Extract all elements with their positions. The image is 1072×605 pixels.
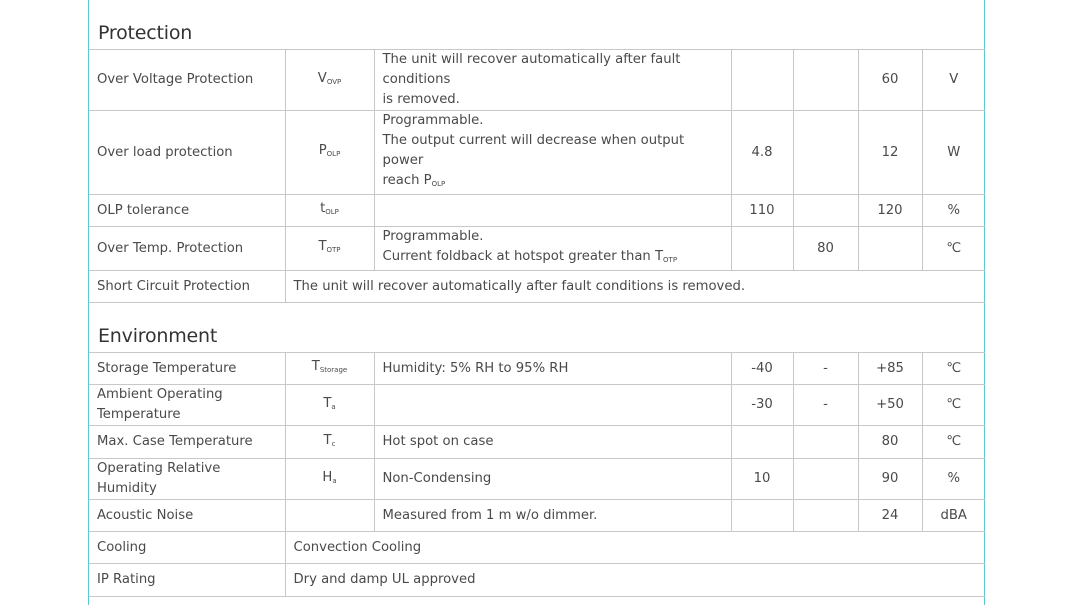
param-typ: -: [793, 353, 858, 385]
param-min: [731, 426, 793, 459]
param-name: Max. Case Temperature: [89, 426, 285, 459]
param-min: [731, 50, 793, 111]
param-name: Acoustic Noise: [89, 500, 285, 532]
param-min: 10: [731, 459, 793, 500]
param-condition: Hot spot on case: [374, 426, 731, 459]
param-description: The unit will recover automatically after fault conditions is removed.: [285, 271, 985, 303]
param-unit: V: [922, 50, 985, 111]
param-max: +50: [858, 385, 922, 426]
param-unit: dBA: [922, 500, 985, 532]
param-symbol: [285, 500, 374, 532]
param-name: Short Circuit Protection: [89, 271, 285, 303]
param-typ: [793, 426, 858, 459]
table-row: [89, 111, 985, 195]
param-name: Storage Temperature: [89, 353, 285, 385]
param-name: Operating Relative Humidity: [89, 459, 285, 500]
param-min: -40: [731, 353, 793, 385]
param-unit: ℃: [922, 426, 985, 459]
param-typ: [793, 459, 858, 500]
param-symbol: $T_{OTP}$: [285, 227, 374, 271]
param-max: 120: [858, 195, 922, 227]
param-symbol: $T_{Storage}$: [285, 353, 374, 385]
param-symbol: $T_a$: [285, 385, 374, 426]
param-condition: [374, 195, 731, 227]
param-unit: ℃: [922, 385, 985, 426]
param-min: 4.8: [731, 111, 793, 195]
param-name: Over Voltage Protection: [89, 50, 285, 111]
table-row: [89, 195, 985, 227]
param-typ: [793, 500, 858, 532]
param-unit: %: [922, 195, 985, 227]
table-row: [89, 385, 985, 426]
param-unit: %: [922, 459, 985, 500]
param-unit: ℃: [922, 353, 985, 385]
spec-sheet-frame: [88, 0, 985, 605]
param-symbol: $t_{OLP}$: [285, 195, 374, 227]
table-row: [89, 564, 985, 597]
param-name: IP Rating: [89, 564, 285, 597]
param-description: Dry and damp UL approved: [285, 564, 985, 597]
table-row: [89, 271, 985, 303]
param-typ: 80: [793, 227, 858, 271]
param-condition: Measured from 1 m w/o dimmer.: [374, 500, 731, 532]
param-name: Ambient Operating Temperature: [89, 385, 285, 426]
param-name: OLP tolerance: [89, 195, 285, 227]
param-name: Over Temp. Protection: [89, 227, 285, 271]
param-condition: [374, 385, 731, 426]
table-row: [89, 532, 985, 564]
param-max: 80: [858, 426, 922, 459]
param-min: -30: [731, 385, 793, 426]
param-description: Convection Cooling: [285, 532, 985, 564]
param-typ: [793, 195, 858, 227]
param-min: [731, 227, 793, 271]
param-name: Cooling: [89, 532, 285, 564]
param-symbol: $V_{OVP}$: [285, 50, 374, 111]
param-max: 12: [858, 111, 922, 195]
param-max: [858, 227, 922, 271]
param-name: Over load protection: [89, 111, 285, 195]
param-max: 60: [858, 50, 922, 111]
table-row: [89, 353, 985, 385]
param-condition: Non-Condensing: [374, 459, 731, 500]
param-symbol: $H_a$: [285, 459, 374, 500]
table-row: [89, 227, 985, 271]
table-row: [89, 459, 985, 500]
param-symbol: $T_c$: [285, 426, 374, 459]
param-typ: -: [793, 385, 858, 426]
section-title-environment: Environment: [98, 325, 218, 347]
param-condition: Programmable. Current foldback at hotspot greater than $T_{OTP}$: [374, 227, 731, 271]
param-unit: ℃: [922, 227, 985, 271]
param-max: 24: [858, 500, 922, 532]
param-max: 90: [858, 459, 922, 500]
param-condition: The unit will recover automatically after fault conditions is removed.: [374, 50, 731, 111]
param-min: 110: [731, 195, 793, 227]
param-symbol: $P_{OLP}$: [285, 111, 374, 195]
param-min: [731, 500, 793, 532]
protection-table: [89, 49, 985, 303]
table-row: [89, 426, 985, 459]
param-unit: W: [922, 111, 985, 195]
table-row: [89, 50, 985, 111]
environment-table: [89, 352, 985, 597]
param-typ: [793, 111, 858, 195]
section-title-protection: Protection: [98, 22, 193, 44]
param-max: +85: [858, 353, 922, 385]
table-row: [89, 500, 985, 532]
param-typ: [793, 50, 858, 111]
param-condition: Programmable. The output current will decrease when output power reach $P_{OLP}$: [374, 111, 731, 195]
param-condition: Humidity: 5% RH to 95% RH: [374, 353, 731, 385]
